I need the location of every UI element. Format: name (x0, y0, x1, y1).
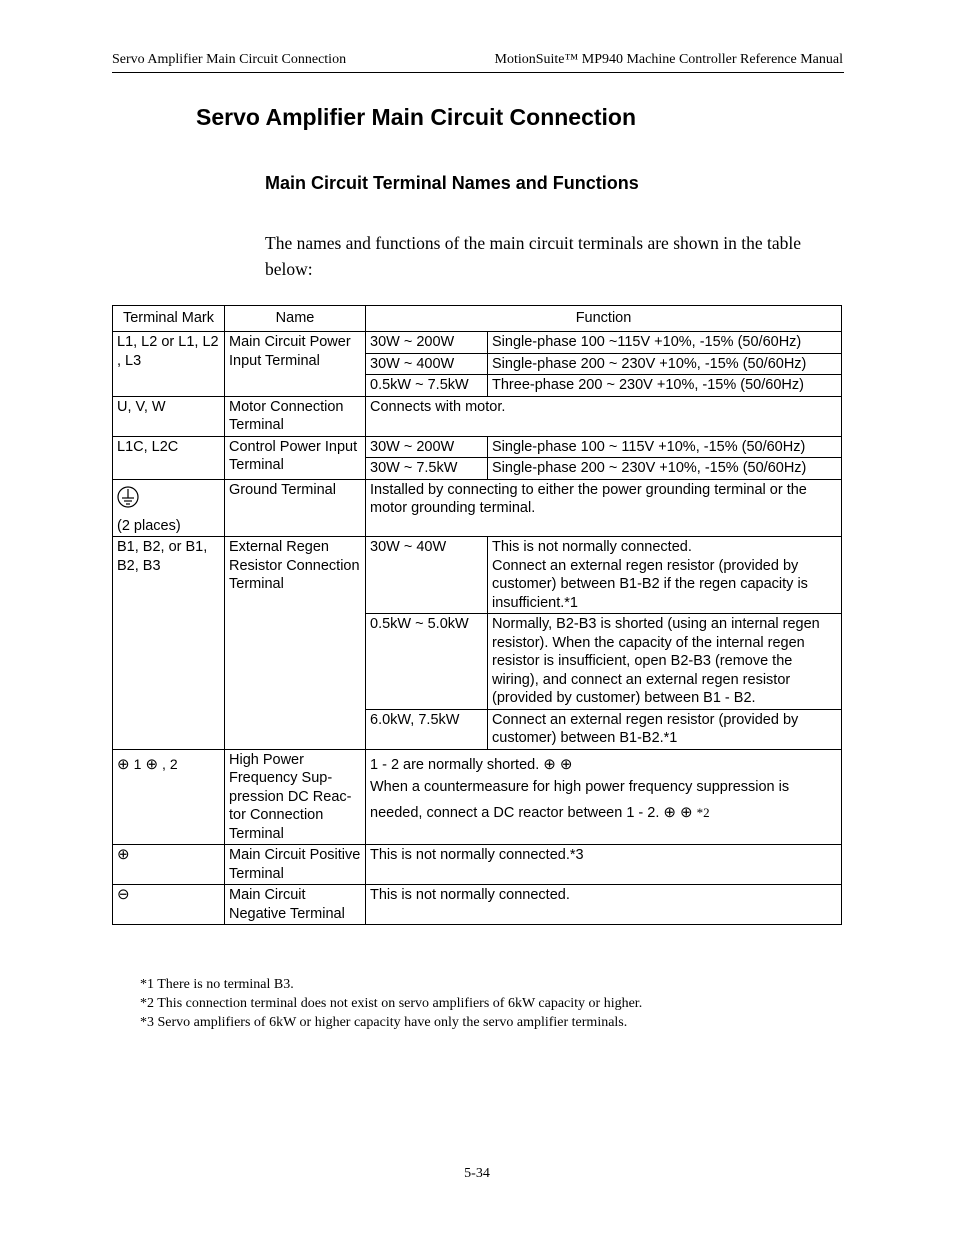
terminal-sub-1: 1 (133, 755, 142, 772)
capacity-cell: 30W ~ 400W (366, 353, 488, 375)
function-line: This is not normally connected. (492, 539, 692, 555)
ground-symbol-icon (117, 485, 139, 509)
terminal-mark-cell: L1C, L2C (113, 436, 225, 479)
plus-circle-icon: ⊕ (145, 755, 159, 773)
terminal-name-cell: Motor Connection Terminal (225, 396, 366, 436)
function-cell: Normally, B2-B3 is shorted (using an internal regen resistor). When the capacity of the internal regen resistor is insufficient, open B2-B3 (remove the wiring), and connect an external regen resistor (provided by customer) between B1 - B2. (488, 614, 842, 710)
capacity-cell: 6.0kW, 7.5kW (366, 709, 488, 749)
table-row (113, 749, 842, 845)
terminal-sub-2: , 2 (162, 755, 178, 772)
capacity-cell: 0.5kW ~ 5.0kW (366, 614, 488, 710)
table-row (113, 479, 842, 537)
terminal-name-cell: Control Power Input Terminal (225, 436, 366, 479)
terminal-mark-cell: U, V, W (113, 396, 225, 436)
plus-circle-icon: ⊕ (663, 804, 676, 821)
table-row (113, 396, 842, 436)
header-rule (112, 72, 844, 73)
function-cell: Connect an external regen resistor (provided by customer) between B1-B2.*1 (488, 709, 842, 749)
footnote: *1 There is no terminal B3. (140, 977, 294, 992)
table-row (113, 332, 842, 354)
terminal-name-cell: Ground Terminal (225, 479, 366, 537)
function-line: Connect an external regen resistor (provided by customer) between B1-B2 if the regen capacity is insufficient.*1 (492, 557, 808, 611)
terminal-mark-cell (113, 479, 225, 537)
footnote: *3 Servo amplifiers of 6kW or higher capacity have only the servo amplifier terminals. (140, 1015, 628, 1030)
capacity-cell: 30W ~ 200W (366, 436, 488, 458)
function-text: When a countermeasure for high power frequency suppression is needed, connect a DC reactor between 1 - 2. (370, 779, 790, 821)
terminal-name-cell: Main Circuit Positive Terminal (225, 845, 366, 885)
terminal-mark-cell (113, 749, 225, 845)
section-title: Main Circuit Terminal Names and Functions (265, 173, 639, 193)
terminal-name-cell: External Regen Resistor Connection Terminal (225, 537, 366, 750)
function-cell: Three-phase 200 ~ 230V +10%, -15% (50/60Hz) (488, 375, 842, 397)
function-cell: Single-phase 100 ~ 115V +10%, -15% (50/60Hz) (488, 436, 842, 458)
footnotes (140, 975, 642, 1032)
function-cell (488, 537, 842, 614)
plus-circle-icon: ⊕ (680, 804, 693, 821)
running-header-left: Servo Amplifier Main Circuit Connection (112, 52, 347, 67)
plus-circle-icon: ⊕ (117, 755, 130, 773)
plus-circle-icon: ⊕ (117, 846, 130, 863)
function-cell: Single-phase 100 ~115V +10%, -15% (50/60Hz) (488, 332, 842, 354)
page-number: 5-34 (464, 1166, 490, 1181)
terminal-mark-cell: L1, L2 or L1, L2 , L3 (113, 332, 225, 397)
table-row (113, 845, 842, 885)
table-row (113, 537, 842, 614)
function-cell (366, 749, 842, 845)
terminal-mark-cell: B1, B2, or B1, B2, B3 (113, 537, 225, 750)
table-row (113, 436, 842, 458)
minus-circle-icon: ⊖ (117, 886, 130, 903)
function-cell: Connects with motor. (366, 396, 842, 436)
footnote-ref: *2 (696, 805, 710, 820)
page-title: Servo Amplifier Main Circuit Connection (196, 104, 637, 130)
terminal-name-cell: High Power Frequency Sup-pression DC Reac-tor Connection Terminal (225, 749, 366, 845)
intro-paragraph: The names and functions of the main circuit terminals are shown in the table below: (265, 233, 802, 279)
terminal-mark-cell (113, 885, 225, 925)
table-row (113, 885, 842, 925)
header-function: Function (366, 306, 842, 332)
capacity-cell: 0.5kW ~ 7.5kW (366, 375, 488, 397)
function-cell: This is not normally connected. (366, 885, 842, 925)
capacity-cell: 30W ~ 40W (366, 537, 488, 614)
function-line (370, 756, 837, 775)
capacity-cell: 30W ~ 7.5kW (366, 458, 488, 480)
capacity-cell: 30W ~ 200W (366, 332, 488, 354)
terminal-table (112, 305, 842, 925)
function-line (370, 774, 837, 826)
function-cell: Installed by connecting to either the power grounding terminal or the motor grounding terminal. (366, 479, 842, 537)
function-cell: This is not normally connected.*3 (366, 845, 842, 885)
plus-circle-icon: ⊕ (559, 755, 573, 773)
function-text: 1 - 2 are normally shorted. (370, 756, 540, 773)
terminal-mark-cell (113, 845, 225, 885)
running-header-right: MotionSuite™ MP940 Machine Controller Reference Manual (494, 52, 843, 67)
header-name: Name (225, 306, 366, 332)
plus-circle-icon: ⊕ (543, 755, 556, 773)
header-terminal-mark: Terminal Mark (113, 306, 225, 332)
function-cell: Single-phase 200 ~ 230V +10%, -15% (50/60Hz) (488, 458, 842, 480)
terminal-name-cell: Main Circuit Negative Terminal (225, 885, 366, 925)
footnote: *2 This connection terminal does not exist on servo amplifiers of 6kW capacity or higher. (140, 996, 643, 1011)
ground-places-note: (2 places) (117, 517, 181, 534)
table-header-row (113, 306, 842, 332)
function-cell: Single-phase 200 ~ 230V +10%, -15% (50/60Hz) (488, 353, 842, 375)
terminal-name-cell: Main Circuit Power Input Terminal (225, 332, 366, 397)
